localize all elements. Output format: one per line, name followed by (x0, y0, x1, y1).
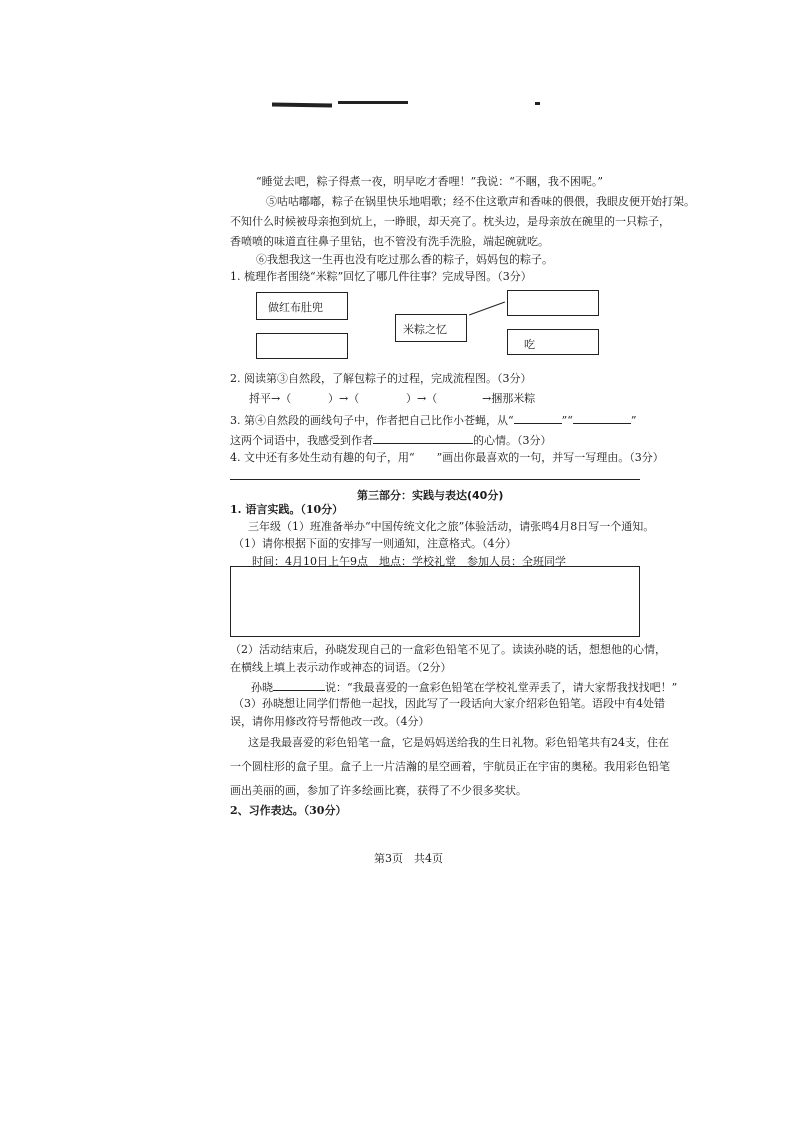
answer-blank-action[interactable] (273, 679, 325, 691)
pencil-paragraph-line-1: 这是我最喜爱的彩色铅笔一盒，它是妈妈送给我的生日礼物。彩色铅笔共有24支，住在 (248, 736, 669, 749)
question-1: 1. 梳理作者围绕“米粽”回忆了哪几件往事？完成导图。（3分） (230, 270, 532, 283)
flow-start: 捋平→（ (249, 392, 292, 405)
question-3-line-2 (230, 432, 552, 448)
flow-end: →捆那米粽 (482, 392, 536, 405)
mindmap-connector (469, 302, 505, 316)
answer-blank-feeling[interactable] (373, 432, 473, 444)
scan-mark-right (535, 102, 540, 105)
mindmap-box-bottom-right (507, 329, 599, 355)
paragraph-5-line-1: ⑤咕咕嘟嘟，粽子在锅里快乐地唱歌；经不住这歌声和香味的偎偎，我眼皮便开始打架。 (266, 195, 695, 208)
answer-blank-word-1[interactable] (514, 412, 562, 424)
pencil-paragraph-line-2: 一个圆柱形的盒子里。盒子上一片洁瀚的星空画着，宇航员正在宇宙的奥秘。我用彩色铅笔 (230, 760, 670, 773)
section-2-title: 2、习作表达。（30分） (230, 804, 347, 817)
flow-step-2: ）→（ (406, 392, 438, 405)
question-3-text-b: ”“ (561, 414, 573, 427)
section-divider (230, 479, 640, 480)
sunxiao-quote: 说：“我最喜爱的一盒彩色铅笔在学校礼堂弄丢了，请大家帮我找找吧！” (325, 681, 678, 694)
paragraph-5-line-3: 香喷喷的味道直往鼻子里钻，也不管没有洗手洗脸，端起碗就吃。 (230, 235, 549, 248)
sunxiao-name: 孙晓 (251, 681, 273, 694)
question-4: 4. 文中还有多处生动有趣的句子，用“ ”画出你最喜欢的一句，并写一写理由。（3分） (230, 451, 664, 464)
mindmap-box-top-right (507, 290, 599, 316)
flow-step-1: ）→（ (328, 392, 360, 405)
paragraph-6: ⑥我想我这一生再也没有吃过那么香的粽子，妈妈包的粽子。 (256, 253, 553, 266)
question-2: 2. 阅读第③自然段，了解包粽子的过程，完成流程图。（3分） (230, 372, 532, 385)
page-number: 第3页 共4页 (374, 852, 443, 865)
answer-blank-word-2[interactable] (573, 412, 631, 424)
section-1-title: 1. 语言实践。（10分） (230, 503, 344, 516)
section-1-intro: 三年级（1）班准备举办“中国传统文化之旅”体验活动，请张鸣4月8日写一个通知。 (248, 520, 655, 533)
question-3-line-1 (230, 412, 637, 428)
mindmap-box-top-left-answer: 做红布肚兜 (268, 301, 323, 314)
paragraph-5-line-2: 不知什么时候被母亲抱到炕上，一睁眼，却天亮了。枕头边，是母亲放在碗里的一只粽子， (230, 215, 670, 228)
question-3-text-e: 的心情。（3分） (473, 434, 552, 447)
mindmap-box-bottom-right-answer: 吃 (524, 338, 535, 351)
scan-mark-left (272, 102, 332, 107)
section-1-q3-line-2: 误，请你用修改符号帮他改一改。（4分） (230, 715, 430, 728)
mindmap-box-bottom-left (256, 333, 348, 359)
mindmap-center-label: 米粽之忆 (403, 323, 447, 336)
pencil-paragraph-line-3: 画出美丽的画，参加了许多绘画比赛，获得了不少很多奖状。 (230, 784, 527, 797)
notice-writing-area[interactable] (230, 566, 640, 637)
section-1-q2-sentence (251, 679, 677, 695)
reading-line-1: “睡觉去吧，粽子得煮一夜，明早吃才香哩！”我说：“不睏，我不困呢。” (256, 175, 603, 188)
question-3-text-d: 这两个词语中，我感受到作者 (230, 434, 373, 447)
question-3-text-a: 3. 第④自然段的画线句子中，作者把自己比作小苍蝇，从“ (230, 414, 514, 427)
section-1-q2-line-1: （2）活动结束后，孙晓发现自己的一盒彩色铅笔不见了。读读孙晓的话，想想他的心情， (230, 643, 666, 656)
section-1-q1: （1）请你根据下面的安排写一则通知，注意格式。（4分） (233, 537, 517, 550)
notice-info: 时间：4月10日上午9点 地点：学校礼堂 参加人员：全班同学 (252, 555, 566, 568)
part-3-title: 第三部分：实践与表达(40分) (357, 489, 504, 502)
scan-mark-middle (338, 101, 408, 104)
section-1-q2-line-2: 在横线上填上表示动作或神态的词语。（2分） (230, 661, 452, 674)
section-1-q3-line-1: （3）孙晓想让同学们帮他一起找，因此写了一段话向大家介绍彩色铅笔。语段中有4处错 (233, 697, 665, 710)
question-3-text-c: ” (630, 414, 637, 427)
